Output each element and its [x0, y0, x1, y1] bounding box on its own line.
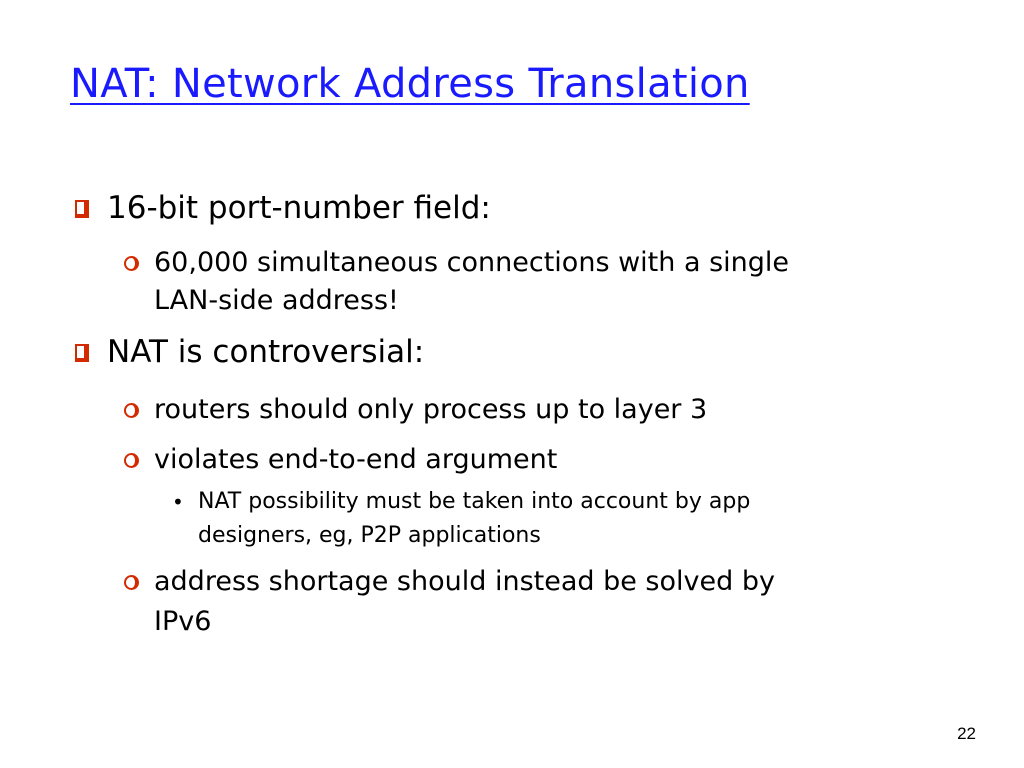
bullet-text-line-2: LAN-side address! [154, 285, 399, 316]
page-number: 22 [957, 724, 976, 743]
dot-bullet-icon: • [172, 490, 184, 514]
circle-bullet-icon [124, 453, 139, 468]
square-bullet-icon [75, 344, 89, 362]
bullet-text-line-1: 60,000 simultaneous connections with a single [154, 247, 790, 278]
bullet-text-line-2: designers, eg, P2P applications [198, 523, 541, 548]
bullet-text-line-1: NAT possibility must be taken into account by app [198, 489, 751, 514]
bullet-text: routers should only process up to layer 3 [154, 394, 708, 425]
circle-bullet-icon [124, 256, 139, 271]
circle-bullet-icon [124, 403, 139, 418]
bullet-text: 16-bit port-number field: [107, 190, 491, 226]
bullet-text: violates end-to-end argument [154, 444, 558, 475]
bullet-text: NAT is controversial: [107, 334, 425, 370]
square-bullet-icon [75, 200, 89, 218]
slide-title: NAT: Network Address Translation [70, 61, 750, 107]
bullet-text-line-1: address shortage should instead be solved by [154, 566, 775, 597]
circle-bullet-icon [124, 575, 139, 590]
bullet-text-line-2: IPv6 [154, 606, 212, 637]
